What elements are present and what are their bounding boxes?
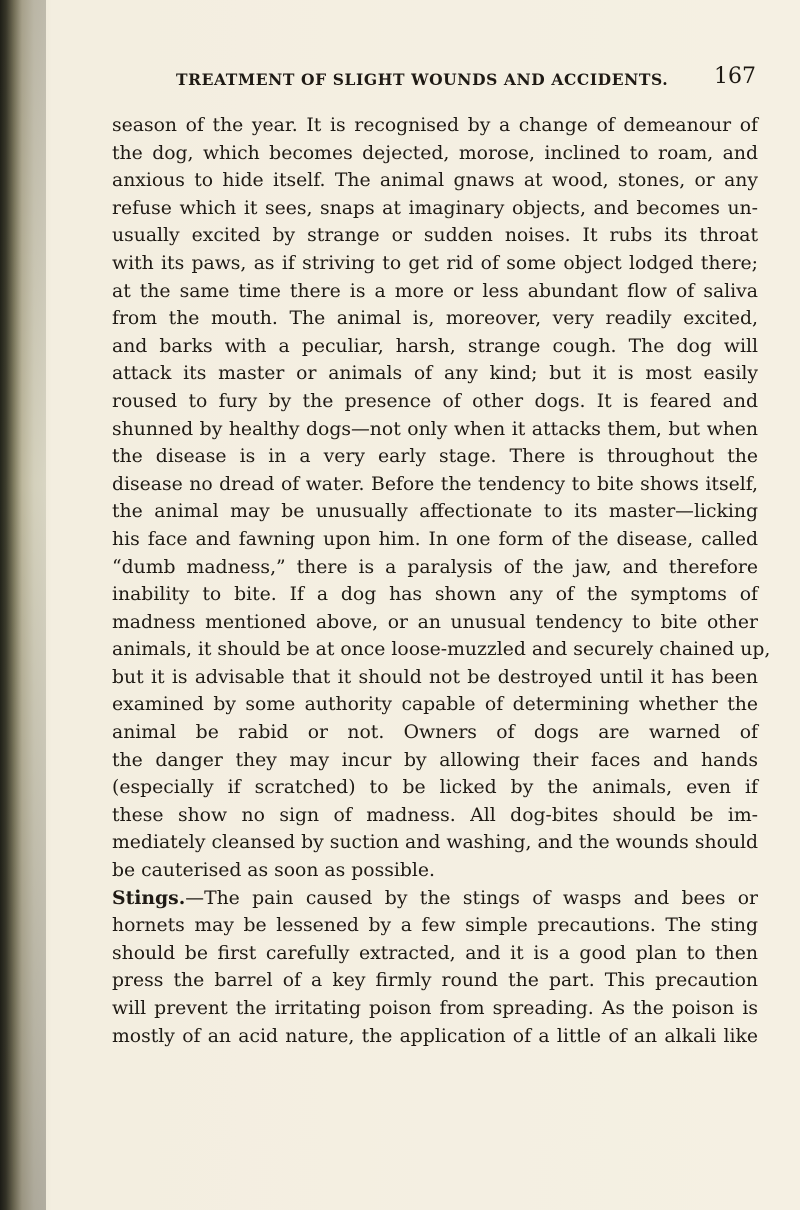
text-line: madness mentioned above, or an unusual tendency to bite other [112, 611, 758, 633]
text-line: animal be rabid or not. Owners of dogs are warned of [112, 722, 758, 744]
text-line: roused to fury by the presence of other dogs. It is feared and [112, 390, 758, 412]
body-text [112, 112, 771, 1050]
text-line: with its paws, as if striving to get rid of some object lodged there; [112, 252, 758, 274]
running-head: TREATMENT OF SLIGHT WOUNDS AND ACCIDENTS. [176, 70, 669, 89]
text-line: these show no sign of madness. All dog-bites should be im- [112, 804, 758, 826]
text-line: “dumb madness,” there is a paralysis of the jaw, and therefore [112, 556, 758, 578]
text-line: will prevent the irritating poison from spreading. As the poison is [112, 998, 758, 1019]
text-line: shunned by healthy dogs—not only when it attacks them, but when [112, 418, 758, 440]
text-line: at the same time there is a more or less abundant flow of saliva [112, 280, 758, 302]
text-line: refuse which it sees, snaps at imaginary objects, and becomes un- [112, 197, 758, 219]
text-line: and barks with a peculiar, harsh, strange cough. The dog will [112, 335, 758, 357]
text-line: usually excited by strange or sudden noises. It rubs its throat [112, 225, 758, 247]
text-line: examined by some authority capable of determining whether the [112, 694, 758, 716]
text-line: press the barrel of a key firmly round the part. This precaution [112, 970, 758, 992]
text-line: the danger they may incur by allowing their faces and hands [112, 749, 758, 771]
text-line: the animal may be unusually affectionate to its master—licking [112, 501, 758, 523]
text-line: —The pain caused by the stings of wasps and bees or [185, 887, 758, 909]
text-line: mediately cleansed by suction and washing, and the wounds should [112, 832, 758, 854]
text-line: animals, it should be at once loose-muzzled and securely chained up, [112, 639, 771, 661]
text-line: the disease is in a very early stage. There is throughout the [112, 446, 758, 468]
text-line: inability to bite. If a dog has shown any of the symptoms of [112, 584, 758, 606]
text-line: from the mouth. The animal is, moreover, very readily excited, [112, 308, 758, 330]
text-line: attack its master or animals of any kind; but it is most easily [112, 363, 758, 385]
text-line: anxious to hide itself. The animal gnaws at wood, stones, or any [112, 170, 758, 192]
text-line: mostly of an acid nature, the application of a little of an alkali like [112, 1025, 758, 1047]
text-line: but it is advisable that it should not be destroyed until it has been [112, 666, 758, 688]
text-line: his face and fawning upon him. In one form of the disease, called [112, 528, 758, 550]
page-number: 167 [714, 64, 756, 89]
text-line: disease no dread of water. Before the tendency to bite shows itself, [112, 473, 758, 495]
page-header [176, 64, 756, 100]
stings-heading: Stings. [112, 886, 186, 909]
text-line: should be first carefully extracted, and it is a good plan to then [112, 942, 758, 964]
text-line: be cauterised as soon as possible. [112, 860, 435, 882]
text-line: the dog, which becomes dejected, morose, inclined to roam, and [112, 142, 758, 164]
stings-paragraph-first-line [112, 885, 758, 913]
binding-gutter [0, 0, 46, 1210]
text-line: season of the year. It is recognised by a change of demeanour of [112, 115, 758, 136]
text-line: (especially if scratched) to be licked by the animals, even if [112, 777, 758, 799]
text-line: hornets may be lessened by a few simple precautions. The sting [112, 915, 758, 937]
